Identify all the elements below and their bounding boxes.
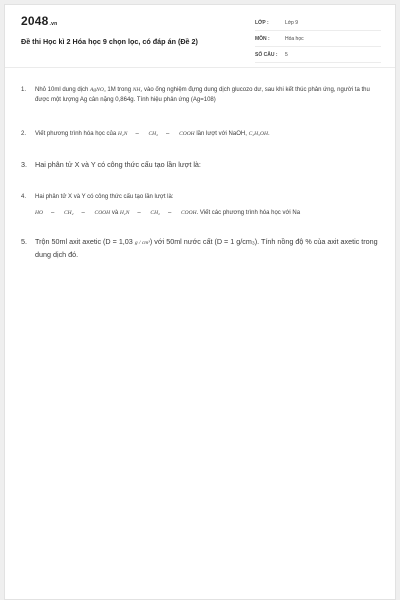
formula-line: HO – CH₂ – COOH và H₂N – CH₂ – COOH. Viết các phương trình hóa học với Na [35, 210, 301, 216]
question-number: 1. [21, 87, 27, 93]
question-5 [21, 236, 379, 260]
question-number: 3. [21, 160, 27, 169]
chem-formula: COOH [94, 210, 111, 216]
question-1 [21, 85, 379, 105]
question-3 [21, 159, 379, 170]
question-number: 4. [21, 194, 27, 200]
chem-formula: C₂H₅OH [248, 131, 268, 137]
text-segment: Hai phân tử X và Y có công thức cấu tạo lần lượt là: [35, 194, 174, 200]
text-segment: và [111, 210, 119, 216]
text-segment: vào ống nghiệm đựng dung dịch glucozo dư, sau khi kết thúc phản ứng, người ta thu được một lượng Ag cân nặng 0,864g. Tính hiệu phản ứng (Ag=108) [35, 87, 370, 103]
question-text [35, 85, 379, 105]
exam-header [5, 5, 395, 68]
question-number: 2. [21, 131, 27, 137]
chem-formula: CH₂ [148, 131, 159, 137]
chem-formula: CH₂ [150, 210, 160, 216]
meta-label: SỐ CÂU : [255, 51, 278, 58]
question-text [35, 192, 379, 218]
question-4 [21, 192, 379, 218]
chem-formula: NH₃ [132, 87, 143, 93]
exam-sheet [4, 4, 396, 600]
chem-formula: g / cm³ [134, 240, 150, 246]
text-segment: lần lượt với NaOH, [196, 131, 247, 137]
text-segment: ) với 50ml nước cất (D = 1 g/cm₃). Tính nồng độ % của axit axetic trong dung dịch đó. [35, 237, 378, 259]
chem-formula: H₂N [117, 131, 128, 137]
chem-formula: HO [35, 210, 43, 216]
meta-value: Lớp 9 [285, 19, 299, 26]
text-segment: Trộn 50ml axit axetic (D = 1,03 [35, 237, 133, 246]
exam-meta [255, 15, 381, 63]
question-2 [21, 129, 379, 139]
question-text: Viết phương trình hóa học của H₂N – CH₂ – COOH lần lượt với NaOH, C₂H₅OH. [35, 131, 270, 137]
question-number: 5. [21, 237, 27, 246]
chem-formula: AgNO₃ [90, 87, 106, 93]
meta-row-class [255, 15, 381, 31]
text-segment: Viết phương trình hóa học của [35, 131, 117, 137]
text-segment: 1M trong [107, 87, 132, 93]
meta-value: 5 [285, 51, 288, 58]
meta-row-subject [255, 31, 381, 47]
text-segment: Nhỏ 10ml dung dịch [35, 87, 89, 93]
chem-formula: H₂N [119, 210, 130, 216]
logo-sub: .vn [49, 21, 58, 27]
site-logo[interactable] [21, 14, 57, 28]
text-segment: . [268, 131, 270, 137]
exam-title: Đề thi Học kì 2 Hóa học 9 chọn lọc, có đáp án (Đề 2) [21, 37, 198, 46]
meta-label: LỚP : [255, 19, 269, 26]
meta-row-count [255, 47, 381, 63]
question-text: Hai phân tử X và Y có công thức cấu tạo lần lượt là: [35, 160, 201, 169]
logo-main: 2048 [21, 14, 49, 28]
question-list [21, 85, 379, 284]
chem-formula: COOH [180, 210, 197, 216]
chem-formula: CH₂ [63, 210, 74, 216]
meta-value: Hóa học [285, 35, 304, 42]
question-text [35, 236, 379, 260]
meta-label: MÔN : [255, 35, 270, 42]
text-segment: . Viết các phương trình hóa học với Na [196, 210, 301, 216]
chem-formula: COOH [179, 131, 195, 137]
